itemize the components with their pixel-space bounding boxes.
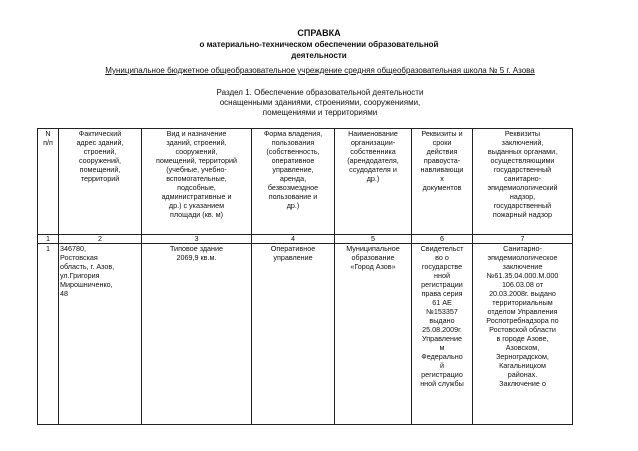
cell-address: 346780, Ростовская область, г. Азов, ул.Григория Мирошниченко, 48 (59, 244, 142, 425)
cell-documents: Свидетельст во о государстве нной регистрации права серия 61 АЕ №153357 выдано 25.08.2009г. Управление м Федерально й регистрацио нной службы (412, 244, 473, 425)
cell-conclusions: Санитарно- эпидемиологическое заключение №61.35.04.000.М.000 106.03.08 от 20.03.2008г. выдано территориальным отделом Управления Роспотребнадзора по Ростовской области в городе Азове, Азовском, Зерноградском, Кагальницком районах. Заключение о (473, 244, 573, 425)
column-number-row (38, 235, 573, 244)
column-number: 3 (142, 235, 252, 244)
header-cell-type: Вид и назначение зданий, строений, сооружений, помещений, территорий (учебные, учебно- вспомогательные, подсобные, административные и др.) с указанием площади (кв. м) (142, 129, 252, 235)
table-header-row (38, 129, 573, 235)
cell-number: 1 (38, 244, 59, 425)
header-cell-number: N п/п (38, 129, 59, 235)
header-cell-documents: Реквизиты и сроки действия правоуста- навливающи х документов (412, 129, 473, 235)
cell-building-type: Типовое здание 2069,9 кв.м. (142, 244, 252, 425)
table-row (38, 244, 573, 425)
header-cell-ownership: Форма владения, пользования (собственность, оперативное управление, аренда, безвозмездное пользование и др.) (252, 129, 335, 235)
header-cell-conclusions: Реквизиты заключений, выданных органами, осуществляющими государственный санитарно- эпидемиологический надзор, государственный пожарный надзор (473, 129, 573, 235)
cell-ownership: Оперативное управление (252, 244, 335, 425)
facilities-table (37, 128, 573, 425)
column-number: 2 (59, 235, 142, 244)
document-title: СПРАВКА (297, 28, 341, 38)
column-number: 5 (335, 235, 412, 244)
header-cell-owner: Наименование организации- собственника (арендодателя, ссудодателя и др.) (335, 129, 412, 235)
column-number: 1 (38, 235, 59, 244)
column-number: 7 (473, 235, 573, 244)
document-subtitle: о материально-техническом обеспечении образовательной деятельности (199, 40, 439, 60)
organization-name: Муниципальное бюджетное общеобразовательное учреждение средняя общеобразовательная школа № 5 г. Азова (105, 66, 535, 75)
column-number: 6 (412, 235, 473, 244)
header-cell-address: Фактический адрес зданий, строений, сооружений, помещений, территорий (59, 129, 142, 235)
column-number: 4 (252, 235, 335, 244)
cell-owner: Муниципальное образование «Город Азов» (335, 244, 412, 425)
section-title: Раздел 1. Обеспечение образовательной деятельности оснащенными зданиями, строениями, сооружениями, помещениями и территориями (216, 88, 424, 117)
